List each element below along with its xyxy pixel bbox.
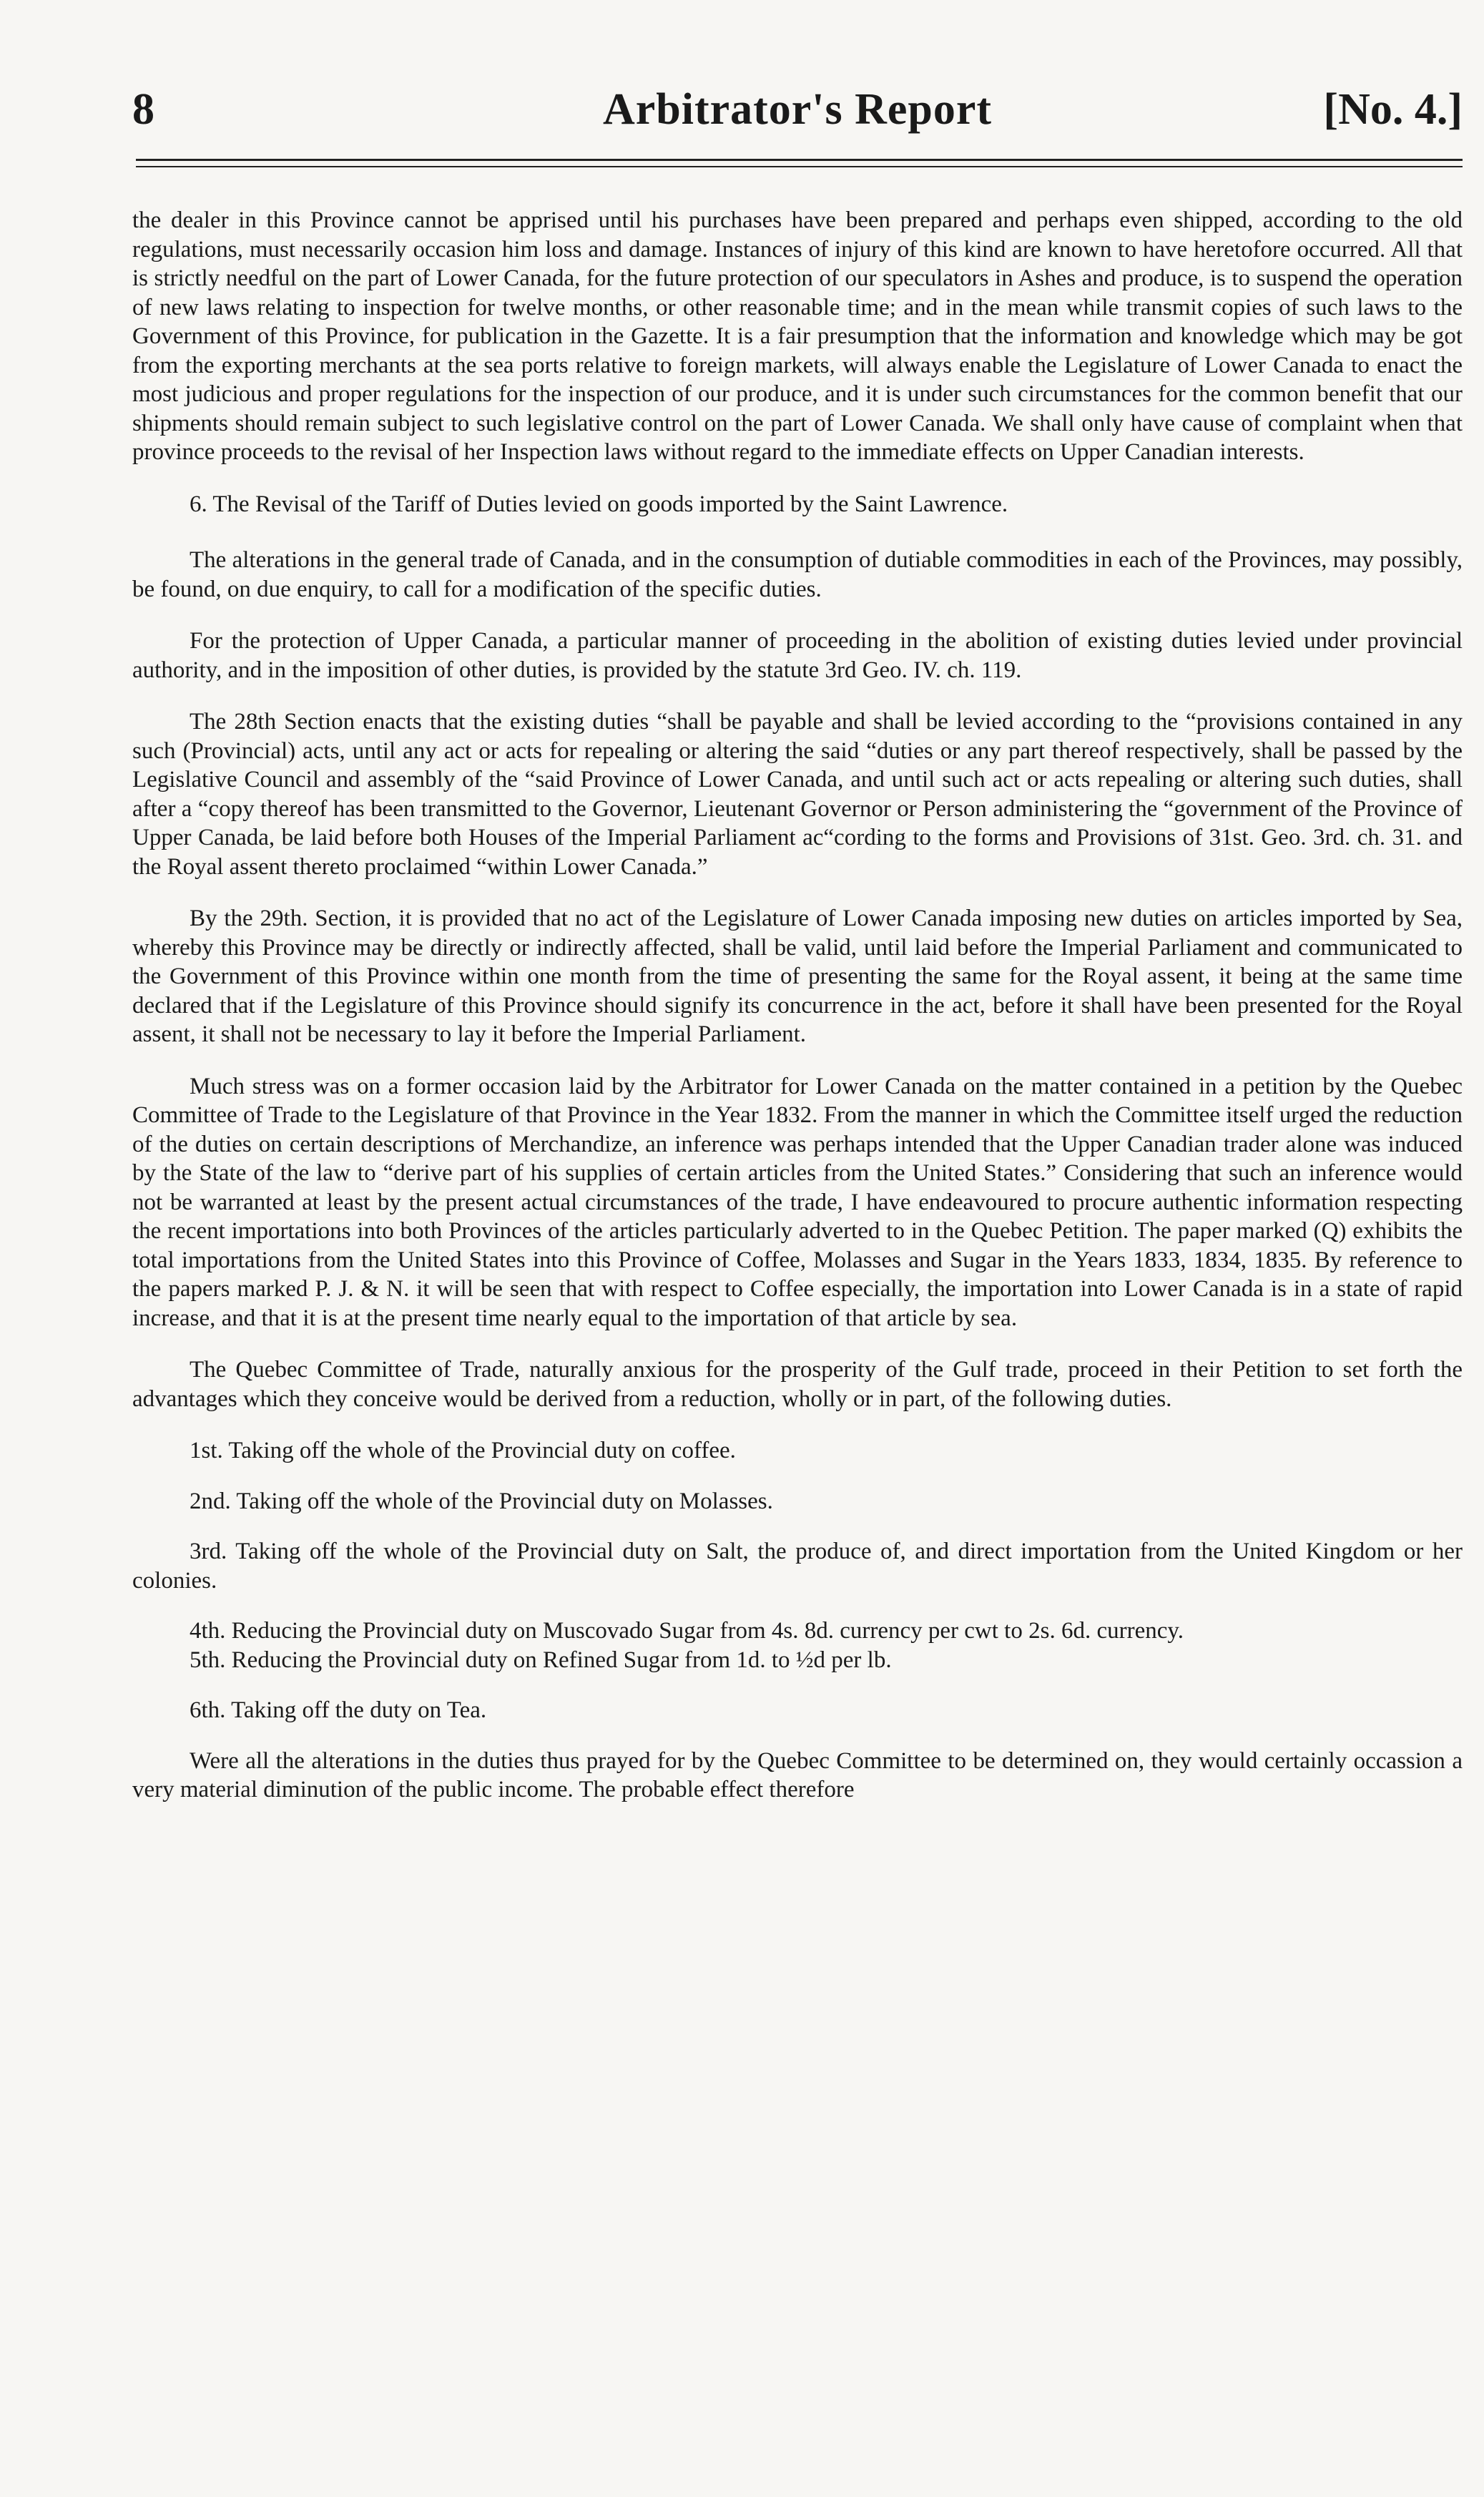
paragraph: The Quebec Committee of Trade, naturally anxious for the prosperity of the Gulf trade, proceed in their Petition to set forth the advantages which they conceive would be derived from a reduction, wholly or in part, of the following duties.	[132, 1357, 1463, 1412]
list-item: 3rd. Taking off the whole of the Provincial duty on Salt, the produce of, and direct importation from the United Kingdom or her colonies.	[132, 1539, 1463, 1594]
page-number: 8	[132, 85, 154, 134]
header-rule-top	[136, 159, 1463, 161]
page-title: Arbitrator's Report	[602, 85, 993, 134]
paragraph: By the 29th. Section, it is provided that no act of the Legislature of Lower Canada imposing new duties on articles imported by Sea, whereby this Province may be directly or indirectly affected, shall be valid, until laid before the Imperial Parliament and communicated to the Government of this Province within one month from the time of presenting the same for the Royal assent, it being at the same time declared that if the Legislature of this Province should signify its concurrence in the act, before it shall have been presented for the Royal assent, it shall not be necessary to lay it before the Imperial Parliament.	[132, 906, 1463, 1047]
document-page	[132, 79, 1463, 1802]
list-item: 1st. Taking off the whole of the Provincial duty on coffee.	[190, 1438, 736, 1463]
list-item: 2nd. Taking off the whole of the Provincial duty on Molasses.	[190, 1488, 773, 1514]
list-item: 5th. Reducing the Provincial duty on Refined Sugar from 1d. to ½d per lb.	[190, 1647, 892, 1673]
page-header	[132, 79, 1463, 150]
list-item: 4th. Reducing the Provincial duty on Muscovado Sugar from 4s. 8d. currency per cwt to 2s. 6d. currency.	[190, 1618, 1184, 1644]
section-heading: 6. The Revisal of the Tariff of Duties levied on goods imported by the Saint Lawrence.	[190, 491, 1008, 517]
document-number: [No. 4.]	[1323, 85, 1463, 134]
header-rule-bottom	[136, 166, 1463, 167]
paragraph: Much stress was on a former occasion laid by the Arbitrator for Lower Canada on the matter contained in a petition by the Quebec Committee of Trade to the Legislature of that Province in the Year 1832. From the manner in which the Committee itself urged the reduction of the duties on certain descriptions of Merchandize, an inference was perhaps intended that the Upper Canadian trader alone was induced by the State of the law to “derive part of his supplies of certain articles from the United States.” Considering that such an inference would not be warranted at least by the present actual circumstances of the trade, I have endeavoured to procure authentic information respecting the recent importations into both Provinces of the articles particularly adverted to in the Quebec Petition. The paper marked (Q) exhibits the total importations from the United States into this Province of Coffee, Molasses and Sugar in the Years 1833, 1834, 1835. By reference to the papers marked P. J. & N. it will be seen that with respect to Coffee especially, the importation into Lower Canada is in a state of rapid increase, and that it is at the present time nearly equal to the importation of that article by sea.	[132, 1073, 1463, 1331]
paragraph: For the protection of Upper Canada, a particular manner of proceeding in the abolition of existing duties levied under provincial authority, and in the imposition of other duties, is provided by the statute 3rd Geo. IV. ch. 119.	[132, 628, 1463, 683]
paragraph: Were all the alterations in the duties thus prayed for by the Quebec Committee to be determined on, they would certainly occassion a very material diminution of the public income. The probable effect therefore	[132, 1747, 1463, 1802]
body-text	[132, 206, 1463, 1828]
paragraph: The alterations in the general trade of Canada, and in the consumption of dutiable commodities in each of the Provinces, may possibly, be found, on due enquiry, to call for a modification of the specific duties.	[132, 547, 1463, 602]
list-item: 6th. Taking off the duty on Tea.	[190, 1697, 487, 1723]
paragraph-continuation: the dealer in this Province cannot be apprised until his purchases have been prepared and perhaps even shipped, according to the old regulations, must necessarily occasion him loss and damage. Instances of injury of this kind are known to have heretofore occurred. All that is strictly needful on the part of Lower Canada, for the future protection of our speculators in Ashes and produce, is to suspend the operation of new laws relating to inspection for twelve months, or other reasonable time; and in the mean while transmit copies of such laws to the Government of this Province, for publication in the Gazette. It is a fair presumption that the information and knowledge which may be got from the exporting merchants at the sea ports relative to foreign markets, will always enable the Legislature of Lower Canada to enact the most judicious and proper regulations for the inspection of our produce, and it is under such circumstances for the common benefit that our shipments should remain subject to such legislative control on the part of Lower Canada. We shall only have cause of complaint when that province proceeds to the revisal of her Inspection laws without regard to the immediate effects on Upper Canadian interests.	[132, 207, 1463, 465]
paragraph: The 28th Section enacts that the existing duties “shall be payable and shall be levied according to the “provisions contained in any such (Provincial) acts, until any act or acts for repealing or altering the said “duties or any part thereof respectively, shall be passed by the Legislative Council and assembly of the “said Province of Lower Canada, and until such act or acts repealing or altering such duties, shall after a “copy thereof has been transmitted to the Governor, Lieutenant Governor or Person administering the “government of the Province of Upper Canada, be laid before both Houses of the Imperial Parliament ac“cording to the forms and Provisions of 31st. Geo. 3rd. ch. 31. and the Royal assent thereto proclaimed “within Lower Canada.”	[132, 709, 1463, 880]
